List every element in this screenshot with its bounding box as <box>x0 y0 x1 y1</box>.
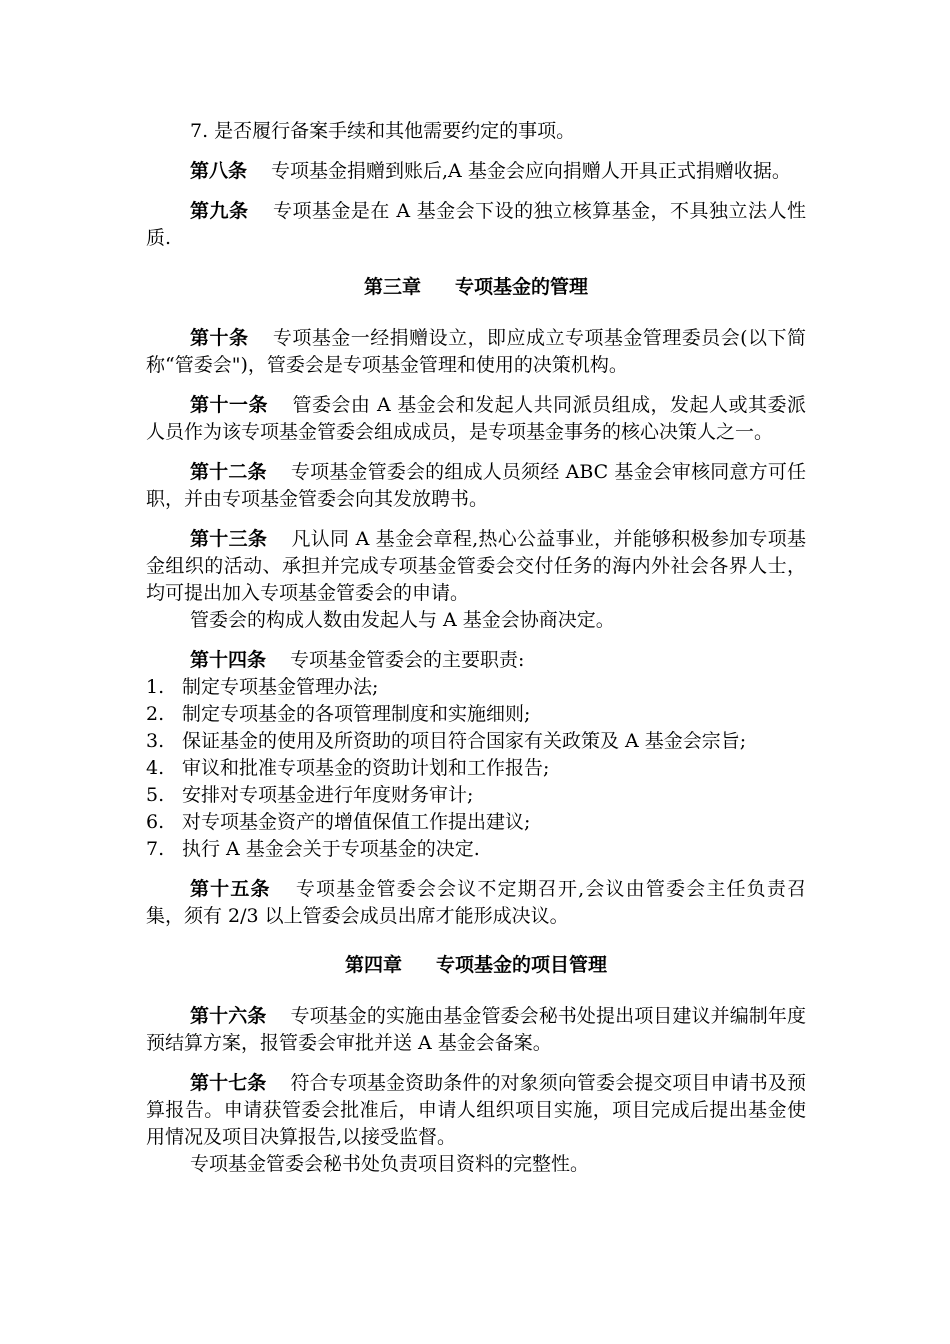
article-number: 第十一条 <box>190 394 268 416</box>
article-8 <box>146 158 806 185</box>
document-page <box>146 118 806 1178</box>
list-item <box>146 755 806 782</box>
article-13-extra: 管委会的构成人数由发起人与 A 基金会协商决定。 <box>190 609 615 631</box>
article-text: 符合专项基金资助条件的对象须向管委会提交项目申请书及预算报告。申请获管委会批准后，申请人组织项目实施，项目完成后提出基金使用情况及项目决算报告,以接受监督。 <box>146 1072 806 1148</box>
item-number: 2. <box>146 703 165 725</box>
list-item <box>146 674 806 701</box>
list-item <box>146 782 806 809</box>
article-9 <box>146 198 806 252</box>
item-number: 5. <box>146 784 165 806</box>
item-number: 3. <box>146 730 165 752</box>
article-number: 第十七条 <box>190 1072 267 1094</box>
article-13 <box>146 526 806 607</box>
list-item <box>146 809 806 836</box>
article-number: 第十四条 <box>190 649 267 671</box>
item-number: 6. <box>146 811 165 833</box>
item-text: 审议和批准专项基金的资助计划和工作报告; <box>182 757 550 779</box>
article-10 <box>146 325 806 379</box>
article-number: 第十五条 <box>190 878 271 900</box>
item-number: 1. <box>146 676 165 698</box>
item-text: 执行 A 基金会关于专项基金的决定. <box>182 838 480 860</box>
article-text: 专项基金管委会会议不定期召开,会议由管委会主任负责召集，须有 2/3 以上管委会成员出席才能形成决议。 <box>146 878 806 927</box>
article-text: 管委会由 A 基金会和发起人共同派员组成，发起人或其委派人员作为该专项基金管委会组成成员，是专项基金事务的核心决策人之一。 <box>146 394 806 443</box>
list-item <box>146 701 806 728</box>
chapter-title: 专项基金的管理 <box>455 276 589 298</box>
list-item <box>146 728 806 755</box>
list-item <box>146 836 806 863</box>
article-text: 凡认同 A 基金会章程,热心公益事业，并能够积极参加专项基金组织的活动、承担并完成专项基金管委会交付任务的海内外社会各界人士，均可提出加入专项基金管委会的申请。 <box>146 528 806 604</box>
item-text: 制定专项基金管理办法; <box>182 676 379 698</box>
article-text: 专项基金一经捐赠设立，即应成立专项基金管理委员会(以下简称“管委会")，管委会是专项基金管理和使用的决策机构。 <box>146 327 806 376</box>
chapter-heading-4 <box>146 952 806 979</box>
article-14 <box>146 647 806 674</box>
article-17-extra: 专项基金管委会秘书处负责项目资料的完整性。 <box>190 1153 590 1175</box>
article-number: 第十三条 <box>190 528 268 550</box>
item-text: 安排对专项基金进行年度财务审计; <box>182 784 474 806</box>
article-text: 专项基金捐赠到账后,A 基金会应向捐赠人开具正式捐赠收据。 <box>271 160 791 182</box>
duty-list <box>146 674 806 863</box>
list-item-7: 7. 是否履行备案手续和其他需要约定的事项。 <box>190 120 576 142</box>
item-text: 制定专项基金的各项管理制度和实施细则; <box>182 703 531 725</box>
article-number: 第十二条 <box>190 461 267 483</box>
chapter-number: 第四章 <box>344 954 402 976</box>
article-text: 专项基金的实施由基金管委会秘书处提出项目建议并编制年度预结算方案，报管委会审批并送 A 基金会备案。 <box>146 1005 806 1054</box>
item-number: 4. <box>146 757 165 779</box>
article-number: 第十六条 <box>190 1005 267 1027</box>
article-text: 专项基金管委会的主要职责: <box>290 649 525 671</box>
article-12 <box>146 459 806 513</box>
article-text: 专项基金管委会的组成人员须经 ABC 基金会审核同意方可任职，并由专项基金管委会向其发放聘书。 <box>146 461 806 510</box>
item-text: 保证基金的使用及所资助的项目符合国家有关政策及 A 基金会宗旨; <box>182 730 747 752</box>
item-number: 7. <box>146 838 165 860</box>
article-number: 第十条 <box>190 327 249 349</box>
article-number: 第八条 <box>190 160 248 182</box>
article-number: 第九条 <box>190 200 249 222</box>
chapter-number: 第三章 <box>363 276 421 298</box>
chapter-heading-3 <box>146 274 806 301</box>
article-15 <box>146 876 806 930</box>
chapter-title: 专项基金的项目管理 <box>436 954 608 976</box>
article-11 <box>146 392 806 446</box>
article-17 <box>146 1070 806 1151</box>
article-text: 专项基金是在 A 基金会下设的独立核算基金，不具独立法人性质. <box>146 200 806 249</box>
item-text: 对专项基金资产的增值保值工作提出建议; <box>182 811 531 833</box>
article-16 <box>146 1003 806 1057</box>
